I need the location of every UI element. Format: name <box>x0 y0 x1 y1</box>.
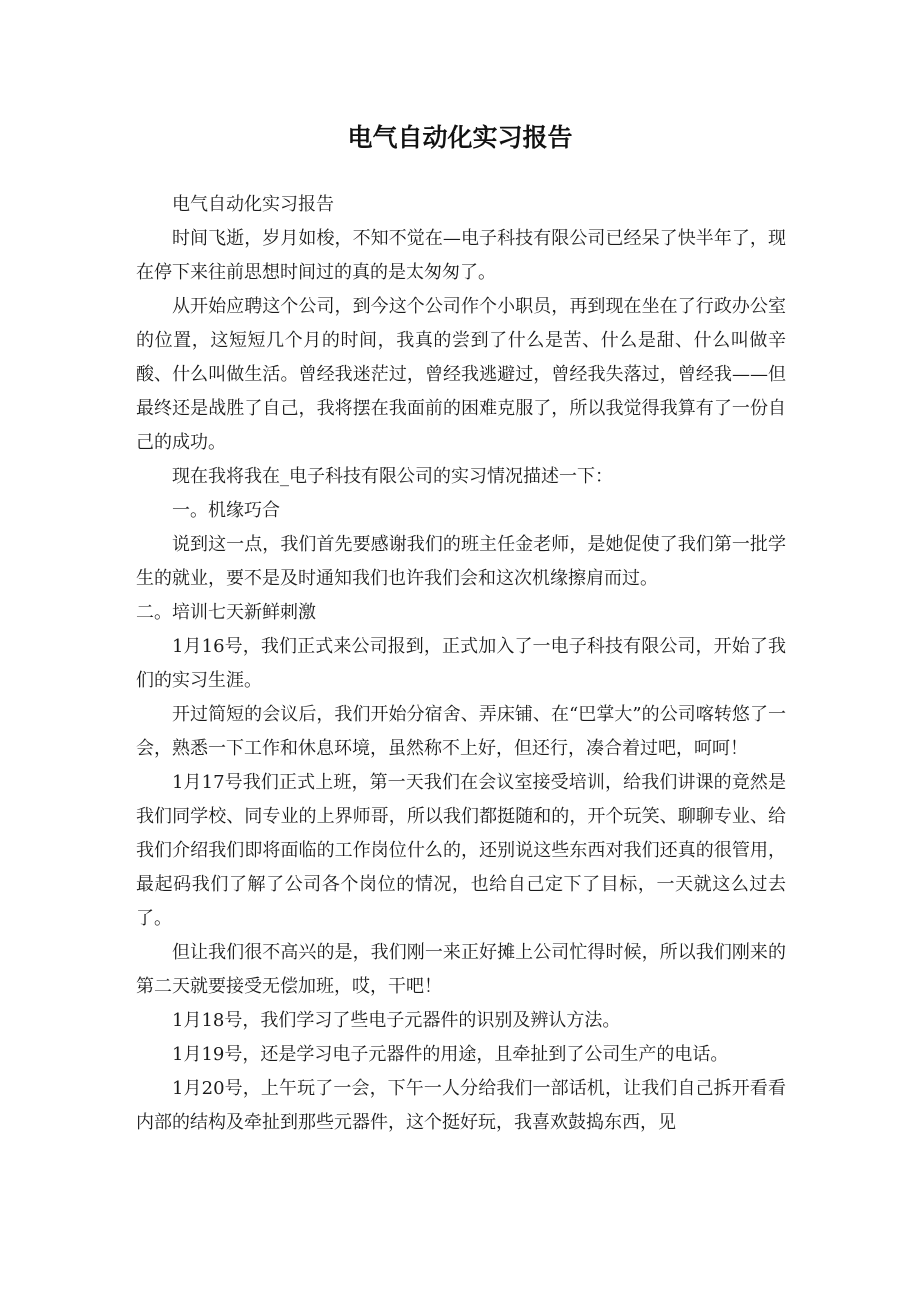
document-title: 电气自动化实习报告 <box>347 123 573 152</box>
paragraph: 1月18号，我们学习了些电子元器件的识别及辨认方法。 <box>172 1010 621 1031</box>
paragraph: 时间飞逝，岁月如梭，不知不觉在—电子科技有限公司已经呆了快半年了，现在停下来往前思想时间过的真的是太匆匆了。 <box>136 228 786 283</box>
section-heading: 二。培训七天新鲜刺激 <box>136 602 316 623</box>
paragraph: 1月16号，我们正式来公司报到，正式加入了一电子科技有限公司，开始了我们的实习生涯。 <box>136 636 786 691</box>
paragraph-subtitle: 电气自动化实习报告 <box>172 194 334 215</box>
paragraph: 1月20号，上午玩了一会，下午一人分给我们一部话机，让我们自己拆开看看内部的结构及牵扯到那些元器件，这个挺好玩，我喜欢鼓捣东西，见 <box>136 1078 786 1133</box>
paragraph: 说到这一点，我们首先要感谢我们的班主任金老师，是她促使了我们第一批学生的就业，要不是及时通知我们也许我们会和这次机缘擦肩而过。 <box>136 534 786 589</box>
paragraph: 但让我们很不高兴的是，我们刚一来正好摊上公司忙得时候，所以我们刚来的第二天就要接受无偿加班，哎，干吧！ <box>136 942 786 997</box>
section-heading: 一。机缘巧合 <box>172 500 280 521</box>
document-body <box>136 188 786 1140</box>
paragraph: 现在我将我在_电子科技有限公司的实习情况描述一下： <box>172 466 613 487</box>
paragraph: 开过简短的会议后，我们开始分宿舍、弄床铺、在“巴掌大”的公司喀转悠了一会，熟悉一下工作和休息环境，虽然称不上好，但还行，凑合着过吧，呵呵！ <box>136 704 786 759</box>
paragraph: 从开始应聘这个公司，到今这个公司作个小职员，再到现在坐在了行政办公室的位置，这短短几个月的时间，我真的尝到了什么是苦、什么是甜、什么叫做辛酸、什么叫做生活。曾经我迷茫过，曾经我逃避过，曾经我失落过，曾经我——但最终还是战胜了自己，我将摆在我面前的困难克服了，所以我觉得我算有了一份自己的成功。 <box>136 296 786 453</box>
paragraph: 1月19号，还是学习电子元器件的用途，且牵扯到了公司生产的电话。 <box>172 1044 729 1065</box>
paragraph: 1月17号我们正式上班，第一天我们在会议室接受培训，给我们讲课的竟然是我们同学校、同专业的上界师哥，所以我们都挺随和的，开个玩笑、聊聊专业、给我们介绍我们即将面临的工作岗位什么的，还别说这些东西对我们还真的很管用，最起码我们了解了公司各个岗位的情况，也给自己定下了目标，一天就这么过去了。 <box>136 772 786 929</box>
